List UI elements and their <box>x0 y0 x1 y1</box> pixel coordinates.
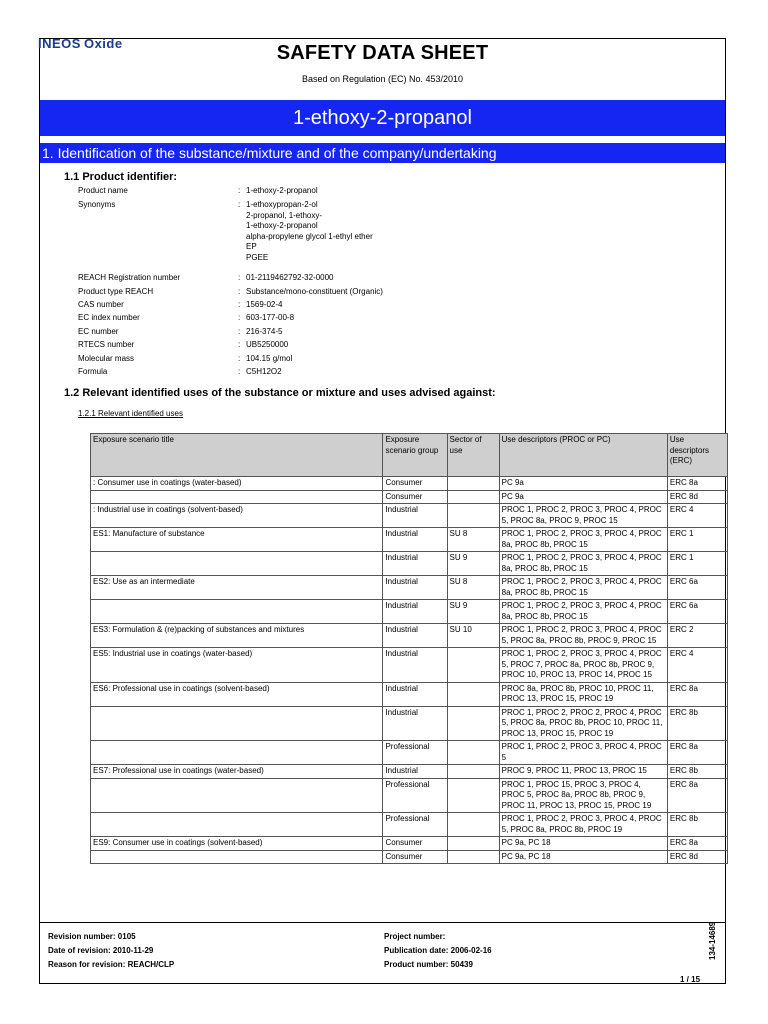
cell-erc: ERC 8d <box>667 850 727 864</box>
cell-scenario-title <box>91 600 383 624</box>
cell-scenario-title <box>91 778 383 813</box>
page-number: 1 / 15 <box>680 975 701 984</box>
cell-proc: PC 9a <box>499 477 667 491</box>
product-name-banner: 1-ethoxy-2-propanol <box>40 100 725 136</box>
cell-sector: SU 10 <box>447 624 499 648</box>
cell-sector <box>447 504 499 528</box>
publication-date: Publication date: 2006-02-16 <box>384 946 492 955</box>
document-code: 134-14689 <box>708 921 717 960</box>
cell-scenario-group: Professional <box>383 741 447 765</box>
field-label: Product type REACH <box>78 287 154 296</box>
cell-scenario-title: : Industrial use in coatings (solvent-based) <box>91 504 383 528</box>
field-value: UB5250000 <box>246 340 289 349</box>
cell-scenario-title: ES7: Professional use in coatings (water-based) <box>91 765 383 779</box>
relevant-identified-uses-subheading: 1.2.1 Relevant identified uses <box>78 409 183 418</box>
cell-erc: ERC 8a <box>667 778 727 813</box>
cell-scenario-title: ES1: Manufacture of substance <box>91 528 383 552</box>
cell-sector: SU 9 <box>447 600 499 624</box>
field-value: 1569-02-4 <box>246 300 283 309</box>
cell-proc: PROC 1, PROC 2, PROC 3, PROC 4, PROC 5 <box>499 741 667 765</box>
table-row <box>91 813 728 837</box>
table-row <box>91 600 728 624</box>
cell-scenario-group: Industrial <box>383 576 447 600</box>
cell-proc: PC 9a, PC 18 <box>499 850 667 864</box>
cell-scenario-group: Industrial <box>383 765 447 779</box>
field-colon: : <box>238 300 241 309</box>
table-row <box>91 778 728 813</box>
cell-scenario-group: Industrial <box>383 528 447 552</box>
cell-sector <box>447 765 499 779</box>
cell-scenario-title <box>91 490 383 504</box>
table-row <box>91 648 728 683</box>
table-row <box>91 706 728 741</box>
field-label: CAS number <box>78 300 124 309</box>
cell-proc: PROC 1, PROC 2, PROC 3, PROC 4, PROC 8a, PROC 8b, PROC 15 <box>499 576 667 600</box>
cell-scenario-group: Consumer <box>383 837 447 851</box>
cell-erc: ERC 4 <box>667 504 727 528</box>
cell-erc: ERC 4 <box>667 648 727 683</box>
cell-proc: PROC 1, PROC 2, PROC 3, PROC 4, PROC 8a, PROC 8b, PROC 15 <box>499 600 667 624</box>
field-colon: : <box>238 287 241 296</box>
cell-scenario-title: ES5: Industrial use in coatings (water-based) <box>91 648 383 683</box>
field-colon: : <box>238 313 241 322</box>
cell-erc: ERC 6a <box>667 600 727 624</box>
cell-sector <box>447 741 499 765</box>
field-label: Product name <box>78 186 128 195</box>
header-use-descriptors-proc: Use descriptors (PROC or PC) <box>499 434 667 477</box>
table-row <box>91 576 728 600</box>
cell-proc: PROC 1, PROC 2, PROC 3, PROC 4, PROC 8a, PROC 8b, PROC 15 <box>499 552 667 576</box>
field-colon: : <box>238 367 241 376</box>
cell-scenario-group: Industrial <box>383 600 447 624</box>
header-use-descriptors-erc: Use descriptors (ERC) <box>667 434 727 477</box>
table-row <box>91 850 728 864</box>
field-colon: : <box>238 354 241 363</box>
cell-sector <box>447 648 499 683</box>
table-row <box>91 765 728 779</box>
field-colon: : <box>238 200 241 209</box>
cell-erc: ERC 8a <box>667 837 727 851</box>
field-value: 1-ethoxy-2-propanol <box>246 186 318 195</box>
cell-erc: ERC 8a <box>667 477 727 491</box>
cell-erc: ERC 8b <box>667 813 727 837</box>
cell-scenario-group: Consumer <box>383 850 447 864</box>
field-label: RTECS number <box>78 340 135 349</box>
cell-scenario-title: ES3: Formulation & (re)packing of substances and mixtures <box>91 624 383 648</box>
table-row <box>91 741 728 765</box>
field-colon: : <box>238 273 241 282</box>
cell-erc: ERC 1 <box>667 552 727 576</box>
cell-proc: PROC 1, PROC 2, PROC 3, PROC 4, PROC 5, PROC 8a, PROC 8b, PROC 19 <box>499 813 667 837</box>
cell-sector <box>447 477 499 491</box>
cell-proc: PROC 1, PROC 15, PROC 3, PROC 4, PROC 5, PROC 8a, PROC 8b, PROC 9, PROC 11, PROC 13, PROC 15, PROC 19 <box>499 778 667 813</box>
cell-scenario-group: Industrial <box>383 552 447 576</box>
relevant-uses-heading: 1.2 Relevant identified uses of the substance or mixture and uses advised against: <box>64 387 496 399</box>
cell-sector <box>447 813 499 837</box>
table-row <box>91 504 728 528</box>
product-identifier-heading: 1.1 Product identifier: <box>64 171 178 183</box>
reason-for-revision: Reason for revision: REACH/CLP <box>48 960 175 969</box>
cell-scenario-title <box>91 706 383 741</box>
cell-erc: ERC 2 <box>667 624 727 648</box>
project-number: Project number: <box>384 932 446 941</box>
field-value: 603-177-00-8 <box>246 313 295 322</box>
table-row <box>91 490 728 504</box>
field-value: Substance/mono-constituent (Organic) <box>246 287 383 296</box>
field-colon: : <box>238 340 241 349</box>
document-title: SAFETY DATA SHEET <box>276 42 489 64</box>
cell-scenario-title: ES6: Professional use in coatings (solvent-based) <box>91 682 383 706</box>
identified-uses-table <box>90 433 728 864</box>
logo-ineos: INEOS <box>38 36 81 51</box>
cell-scenario-group: Industrial <box>383 682 447 706</box>
cell-scenario-title <box>91 850 383 864</box>
cell-sector <box>447 837 499 851</box>
field-label: EC index number <box>78 313 140 322</box>
cell-sector: SU 8 <box>447 576 499 600</box>
field-colon: : <box>238 186 241 195</box>
table-row <box>91 682 728 706</box>
cell-scenario-group: Industrial <box>383 504 447 528</box>
cell-proc: PROC 1, PROC 2, PROC 3, PROC 4, PROC 5, PROC 7, PROC 8a, PROC 8b, PROC 9, PROC 10, PROC 13, PROC 14, PROC 15 <box>499 648 667 683</box>
field-value: 104.15 g/mol <box>246 354 293 363</box>
table-row <box>91 552 728 576</box>
cell-erc: ERC 8b <box>667 765 727 779</box>
cell-sector <box>447 778 499 813</box>
cell-proc: PROC 1, PROC 2, PROC 3, PROC 4, PROC 5, PROC 8a, PROC 8b, PROC 9, PROC 15 <box>499 624 667 648</box>
header-exposure-scenario-group: Exposure scenario group <box>383 434 447 477</box>
logo-oxide: Oxide <box>83 36 123 51</box>
table-row <box>91 837 728 851</box>
cell-scenario-title <box>91 741 383 765</box>
cell-proc: PROC 9, PROC 11, PROC 13, PROC 15 <box>499 765 667 779</box>
cell-scenario-title <box>91 552 383 576</box>
cell-scenario-group: Industrial <box>383 648 447 683</box>
table-row <box>91 477 728 491</box>
cell-proc: PC 9a, PC 18 <box>499 837 667 851</box>
revision-number: Revision number: 0105 <box>48 932 136 941</box>
cell-erc: ERC 8d <box>667 490 727 504</box>
table-row <box>91 528 728 552</box>
cell-scenario-title: ES2: Use as an intermediate <box>91 576 383 600</box>
cell-sector: SU 9 <box>447 552 499 576</box>
field-value: 01-2119462792-32-0000 <box>246 273 334 282</box>
cell-proc: PC 9a <box>499 490 667 504</box>
cell-scenario-group: Consumer <box>383 477 447 491</box>
field-label: Molecular mass <box>78 354 135 363</box>
cell-sector <box>447 706 499 741</box>
cell-proc: PROC 1, PROC 2, PROC 3, PROC 4, PROC 8a, PROC 8b, PROC 15 <box>499 528 667 552</box>
field-value: 216-374-5 <box>246 327 283 336</box>
field-colon: : <box>238 327 241 336</box>
cell-proc: PROC 1, PROC 2, PROC 3, PROC 4, PROC 5, PROC 8a, PROC 9, PROC 15 <box>499 504 667 528</box>
cell-scenario-group: Industrial <box>383 706 447 741</box>
table-row <box>91 624 728 648</box>
field-label: EC number <box>78 327 119 336</box>
cell-scenario-title: : Consumer use in coatings (water-based) <box>91 477 383 491</box>
cell-sector <box>447 850 499 864</box>
cell-erc: ERC 8a <box>667 741 727 765</box>
cell-scenario-group: Professional <box>383 813 447 837</box>
cell-erc: ERC 1 <box>667 528 727 552</box>
cell-scenario-group: Industrial <box>383 624 447 648</box>
field-label: REACH Registration number <box>78 273 181 282</box>
table-header-row <box>91 434 728 477</box>
header-sector-of-use: Sector of use <box>447 434 499 477</box>
cell-scenario-title <box>91 813 383 837</box>
cell-sector: SU 8 <box>447 528 499 552</box>
cell-sector <box>447 490 499 504</box>
field-label: Synonyms <box>78 200 116 209</box>
product-number: Product number: 50439 <box>384 960 473 969</box>
cell-erc: ERC 6a <box>667 576 727 600</box>
cell-scenario-group: Consumer <box>383 490 447 504</box>
field-label: Formula <box>78 367 108 376</box>
cell-scenario-title: ES9: Consumer use in coatings (solvent-based) <box>91 837 383 851</box>
header-exposure-scenario-title: Exposure scenario title <box>91 434 383 477</box>
section-1-heading: 1. Identification of the substance/mixture and of the company/undertaking <box>40 143 725 163</box>
document-subtitle: Based on Regulation (EC) No. 453/2010 <box>301 74 464 84</box>
cell-proc: PROC 8a, PROC 8b, PROC 10, PROC 11, PROC 13, PROC 15, PROC 19 <box>499 682 667 706</box>
footer-divider <box>40 922 725 923</box>
cell-proc: PROC 1, PROC 2, PROC 2, PROC 4, PROC 5, PROC 8a, PROC 8b, PROC 10, PROC 11, PROC 13, PROC 15, PROC 19 <box>499 706 667 741</box>
cell-erc: ERC 8b <box>667 706 727 741</box>
cell-sector <box>447 682 499 706</box>
cell-scenario-group: Professional <box>383 778 447 813</box>
field-value: 1-ethoxypropan-2-ol 2-propanol, 1-ethoxy- 1-ethoxy-2-propanol alpha-propylene glycol 1-ethyl ether EP PGEE <box>246 200 373 262</box>
date-of-revision: Date of revision: 2010-11-29 <box>48 946 154 955</box>
cell-erc: ERC 8a <box>667 682 727 706</box>
field-value: C5H12O2 <box>246 367 282 376</box>
